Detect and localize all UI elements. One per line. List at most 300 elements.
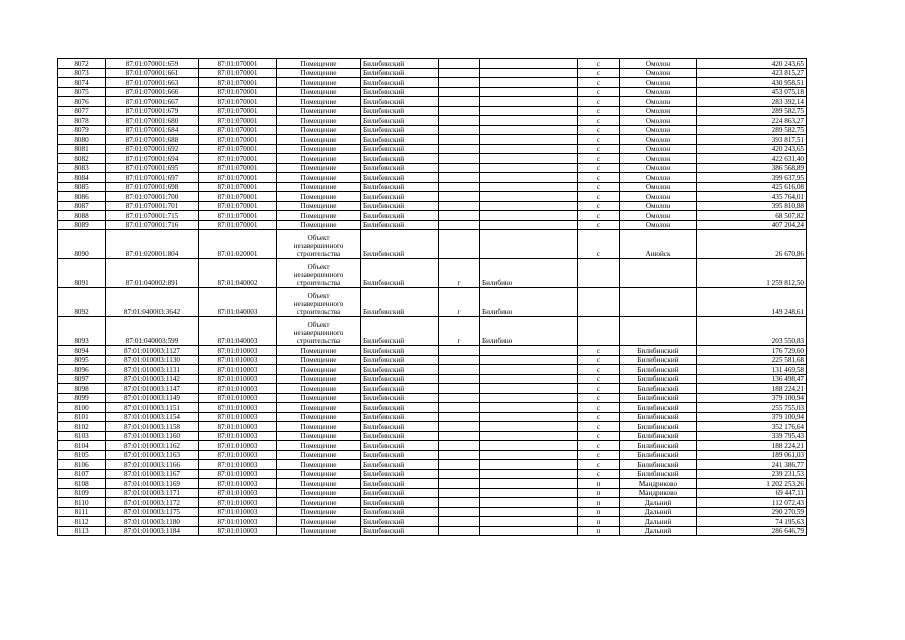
city-name <box>480 526 578 536</box>
cadastral-value: 203 550,83 <box>697 317 807 346</box>
cadastral-value: 399 637,95 <box>697 173 807 183</box>
object-type-line: Помещение <box>300 498 337 507</box>
city-name <box>480 230 578 259</box>
settlement-type: с <box>578 182 620 192</box>
city-type: г <box>439 288 480 317</box>
cadastral-quarter: 87:01:070001 <box>199 182 277 192</box>
row-number: 8109 <box>58 488 106 498</box>
object-type <box>277 97 361 107</box>
city-type <box>439 173 480 183</box>
district: Билибинский <box>361 365 439 375</box>
settlement-name: Билибинский <box>620 374 697 384</box>
table-row <box>58 393 807 403</box>
cadastral-quarter: 87:01:010003 <box>199 355 277 365</box>
settlement-type: с <box>578 192 620 202</box>
object-type-line: Помещение <box>300 211 337 220</box>
settlement-name: Дальний <box>620 526 697 536</box>
district: Билибинский <box>361 230 439 259</box>
district: Билибинский <box>361 259 439 288</box>
cadastral-number: 87:01:070001:688 <box>106 135 199 145</box>
city-name <box>480 220 578 230</box>
cadastral-value: 1 259 812,50 <box>697 259 807 288</box>
district: Билибинский <box>361 469 439 479</box>
settlement-name: Мандриково <box>620 479 697 489</box>
settlement-name: Билибинский <box>620 365 697 375</box>
table-body <box>58 59 807 536</box>
city-type <box>439 498 480 508</box>
row-number: 8082 <box>58 154 106 164</box>
cadastral-quarter: 87:01:010003 <box>199 479 277 489</box>
cadastral-value: 386 568,89 <box>697 163 807 173</box>
property-table <box>57 58 807 536</box>
settlement-name: Билибинский <box>620 412 697 422</box>
district: Билибинский <box>361 173 439 183</box>
table-row <box>58 441 807 451</box>
object-type-line: Помещение <box>300 183 337 191</box>
cadastral-number: 87:01:070001:666 <box>106 87 199 97</box>
city-type <box>439 154 480 164</box>
district: Билибинский <box>361 384 439 394</box>
district: Билибинский <box>361 374 439 384</box>
cadastral-quarter: 87:01:010003 <box>199 507 277 517</box>
table-row <box>58 87 807 97</box>
cadastral-quarter: 87:01:070001 <box>199 154 277 164</box>
cadastral-quarter: 87:01:070001 <box>199 173 277 183</box>
object-type <box>277 441 361 451</box>
cadastral-quarter: 87:01:070001 <box>199 135 277 145</box>
city-type <box>439 182 480 192</box>
cadastral-number: 87:01:070001:661 <box>106 68 199 78</box>
row-number: 8105 <box>58 450 106 460</box>
cadastral-quarter: 87:01:070001 <box>199 116 277 126</box>
table-row <box>58 317 807 346</box>
city-type <box>439 526 480 536</box>
district: Билибинский <box>361 526 439 536</box>
cadastral-number: 87:01:010003:1127 <box>106 346 199 356</box>
city-name: Билибино <box>480 259 578 288</box>
table-row <box>58 106 807 116</box>
city-type <box>439 135 480 145</box>
cadastral-number: 87:01:010003:1171 <box>106 488 199 498</box>
row-number: 8097 <box>58 374 106 384</box>
table-row <box>58 163 807 173</box>
object-type <box>277 259 361 288</box>
table-row <box>58 526 807 536</box>
cadastral-number: 87:01:070001:684 <box>106 125 199 135</box>
row-number: 8084 <box>58 173 106 183</box>
cadastral-quarter: 87:01:070001 <box>199 106 277 116</box>
cadastral-quarter: 87:01:070001 <box>199 220 277 230</box>
object-type-line: Помещение <box>300 78 337 87</box>
table-row <box>58 346 807 356</box>
row-number: 8107 <box>58 469 106 479</box>
city-name <box>480 116 578 126</box>
object-type-line: Помещение <box>300 527 337 535</box>
city-type <box>439 469 480 479</box>
row-number: 8113 <box>58 526 106 536</box>
settlement-name: Омолон <box>620 173 697 183</box>
row-number: 8090 <box>58 230 106 259</box>
cadastral-number: 87:01:020001:804 <box>106 230 199 259</box>
district: Билибинский <box>361 517 439 527</box>
city-name <box>480 374 578 384</box>
city-name <box>480 507 578 517</box>
settlement-name: Омолон <box>620 182 697 192</box>
district: Билибинский <box>361 192 439 202</box>
city-name <box>480 469 578 479</box>
row-number: 8111 <box>58 507 106 517</box>
settlement-type: п <box>578 517 620 527</box>
district: Билибинский <box>361 125 439 135</box>
city-type <box>439 201 480 211</box>
cadastral-quarter: 87:01:010003 <box>199 422 277 432</box>
cadastral-number: 87:01:040002:891 <box>106 259 199 288</box>
city-type <box>439 441 480 451</box>
settlement-name: Билибинский <box>620 441 697 451</box>
row-number: 8098 <box>58 384 106 394</box>
object-type-line: Помещение <box>300 432 337 440</box>
settlement-name: Омолон <box>620 192 697 202</box>
cadastral-number: 87:01:070001:695 <box>106 163 199 173</box>
table-row <box>58 288 807 317</box>
settlement-type: с <box>578 68 620 78</box>
settlement-type: с <box>578 173 620 183</box>
cadastral-number: 87:01:070001:700 <box>106 192 199 202</box>
object-type <box>277 507 361 517</box>
settlement-name: Билибинский <box>620 450 697 460</box>
cadastral-number: 87:01:010003:1180 <box>106 517 199 527</box>
city-name <box>480 517 578 527</box>
settlement-type: с <box>578 116 620 126</box>
city-type <box>439 422 480 432</box>
cadastral-quarter: 87:01:040003 <box>199 288 277 317</box>
cadastral-quarter: 87:01:010003 <box>199 431 277 441</box>
table-row <box>58 517 807 527</box>
object-type-line: Объект <box>307 321 330 329</box>
row-number: 8112 <box>58 517 106 527</box>
row-number: 8076 <box>58 97 106 107</box>
cadastral-value: 112 072,43 <box>697 498 807 508</box>
cadastral-quarter: 87:01:040002 <box>199 259 277 288</box>
settlement-type: п <box>578 526 620 536</box>
cadastral-value: 395 810,88 <box>697 201 807 211</box>
settlement-name: Омолон <box>620 201 697 211</box>
city-type <box>439 412 480 422</box>
cadastral-value: 283 392,14 <box>697 97 807 107</box>
district: Билибинский <box>361 154 439 164</box>
object-type-line: Помещение <box>300 479 337 488</box>
city-name <box>480 78 578 88</box>
object-type-line: Помещение <box>300 489 337 497</box>
row-number: 8083 <box>58 163 106 173</box>
city-type <box>439 479 480 489</box>
settlement-type: с <box>578 144 620 154</box>
settlement-name: Билибинский <box>620 469 697 479</box>
table-row <box>58 78 807 88</box>
row-number: 8095 <box>58 355 106 365</box>
object-type <box>277 469 361 479</box>
cadastral-value: 136 498,47 <box>697 374 807 384</box>
cadastral-value: 453 075,18 <box>697 87 807 97</box>
cadastral-quarter: 87:01:070001 <box>199 201 277 211</box>
settlement-type: с <box>578 365 620 375</box>
settlement-name: Омолон <box>620 106 697 116</box>
district: Билибинский <box>361 441 439 451</box>
cadastral-quarter: 87:01:010003 <box>199 498 277 508</box>
object-type <box>277 317 361 346</box>
cadastral-value: 255 755,03 <box>697 403 807 413</box>
cadastral-value: 352 176,64 <box>697 422 807 432</box>
settlement-name: Омолон <box>620 125 697 135</box>
cadastral-number: 87:01:010003:1158 <box>106 422 199 432</box>
object-type-line: Помещение <box>300 88 337 96</box>
object-type-line: Помещение <box>300 69 337 77</box>
settlement-type: с <box>578 450 620 460</box>
cadastral-value: 176 729,60 <box>697 346 807 356</box>
cadastral-quarter: 87:01:010003 <box>199 441 277 451</box>
object-type <box>277 403 361 413</box>
object-type-line: строительства <box>296 279 341 287</box>
cadastral-value: 425 616,08 <box>697 182 807 192</box>
table-row <box>58 201 807 211</box>
table-row <box>58 431 807 441</box>
city-name <box>480 441 578 451</box>
cadastral-number: 87:01:070001:716 <box>106 220 199 230</box>
table-row <box>58 68 807 78</box>
cadastral-value: 422 631,40 <box>697 154 807 164</box>
table-row <box>58 422 807 432</box>
table-row <box>58 365 807 375</box>
city-name <box>480 173 578 183</box>
object-type <box>277 479 361 489</box>
object-type <box>277 211 361 221</box>
table-row <box>58 374 807 384</box>
city-type <box>439 517 480 527</box>
settlement-type: с <box>578 125 620 135</box>
object-type-line: строительства <box>296 250 341 258</box>
table-row <box>58 211 807 221</box>
city-type <box>439 68 480 78</box>
object-type-line: строительства <box>296 337 341 345</box>
table-row <box>58 469 807 479</box>
object-type <box>277 365 361 375</box>
table-row <box>58 59 807 69</box>
settlement-name: Анюйск <box>620 230 697 259</box>
object-type <box>277 346 361 356</box>
city-name <box>480 59 578 69</box>
city-name <box>480 431 578 441</box>
city-name <box>480 479 578 489</box>
table-row <box>58 479 807 489</box>
city-name <box>480 403 578 413</box>
cadastral-value: 188 224,21 <box>697 384 807 394</box>
object-type-line: Помещение <box>300 202 337 210</box>
cadastral-value: 1 202 253,26 <box>697 479 807 489</box>
city-type <box>439 116 480 126</box>
settlement-name: Омолон <box>620 135 697 145</box>
object-type-line: Помещение <box>300 59 337 68</box>
settlement-type: п <box>578 507 620 517</box>
city-type <box>439 431 480 441</box>
settlement-name <box>620 288 697 317</box>
row-number: 8081 <box>58 144 106 154</box>
object-type-line: Объект <box>307 292 330 300</box>
table-row <box>58 173 807 183</box>
settlement-name: Билибинский <box>620 384 697 394</box>
cadastral-value: 423 815,27 <box>697 68 807 78</box>
table-row <box>58 259 807 288</box>
table-row <box>58 125 807 135</box>
district: Билибинский <box>361 498 439 508</box>
row-number: 8086 <box>58 192 106 202</box>
cadastral-value: 407 204,24 <box>697 220 807 230</box>
object-type <box>277 374 361 384</box>
settlement-name: Омолон <box>620 97 697 107</box>
settlement-type: с <box>578 431 620 441</box>
cadastral-number: 87:01:010003:1154 <box>106 412 199 422</box>
cadastral-number: 87:01:070001:701 <box>106 201 199 211</box>
city-type <box>439 220 480 230</box>
city-name <box>480 87 578 97</box>
row-number: 8108 <box>58 479 106 489</box>
settlement-name: Омолон <box>620 211 697 221</box>
city-type: г <box>439 259 480 288</box>
cadastral-number: 87:01:010003:1162 <box>106 441 199 451</box>
cadastral-quarter: 87:01:070001 <box>199 87 277 97</box>
city-type: г <box>439 317 480 346</box>
settlement-type: с <box>578 163 620 173</box>
city-type <box>439 106 480 116</box>
row-number: 8089 <box>58 220 106 230</box>
city-type <box>439 230 480 259</box>
city-name <box>480 97 578 107</box>
object-type <box>277 460 361 470</box>
district: Билибинский <box>361 412 439 422</box>
row-number: 8094 <box>58 346 106 356</box>
city-type <box>439 163 480 173</box>
settlement-type: с <box>578 393 620 403</box>
cadastral-number: 87:01:070001:715 <box>106 211 199 221</box>
cadastral-number: 87:01:040003:599 <box>106 317 199 346</box>
settlement-type: с <box>578 135 620 145</box>
table-row <box>58 384 807 394</box>
object-type <box>277 431 361 441</box>
cadastral-quarter: 87:01:070001 <box>199 59 277 69</box>
district: Билибинский <box>361 346 439 356</box>
settlement-type: с <box>578 97 620 107</box>
cadastral-quarter: 87:01:070001 <box>199 78 277 88</box>
cadastral-value: 225 581,68 <box>697 355 807 365</box>
table-row <box>58 220 807 230</box>
cadastral-number: 87:01:010003:1131 <box>106 365 199 375</box>
settlement-type: с <box>578 201 620 211</box>
object-type <box>277 201 361 211</box>
cadastral-number: 87:01:070001:680 <box>106 116 199 126</box>
row-number: 8091 <box>58 259 106 288</box>
district: Билибинский <box>361 144 439 154</box>
settlement-name: Омолон <box>620 163 697 173</box>
table-row <box>58 488 807 498</box>
city-name <box>480 192 578 202</box>
city-type <box>439 403 480 413</box>
table-row <box>58 154 807 164</box>
object-type-line: Объект <box>307 263 330 271</box>
row-number: 8104 <box>58 441 106 451</box>
cadastral-value: 339 795,43 <box>697 431 807 441</box>
object-type <box>277 135 361 145</box>
cadastral-value: 26 670,86 <box>697 230 807 259</box>
object-type <box>277 393 361 403</box>
city-name <box>480 125 578 135</box>
row-number: 8085 <box>58 182 106 192</box>
cadastral-quarter: 87:01:010003 <box>199 403 277 413</box>
settlement-type: с <box>578 154 620 164</box>
table-row <box>58 450 807 460</box>
cadastral-quarter: 87:01:040003 <box>199 317 277 346</box>
cadastral-value: 430 958,51 <box>697 78 807 88</box>
district: Билибинский <box>361 355 439 365</box>
city-name <box>480 365 578 375</box>
object-type-line: Помещение <box>300 126 337 134</box>
city-name <box>480 68 578 78</box>
cadastral-value: 131 469,58 <box>697 365 807 375</box>
object-type-line: Помещение <box>300 441 337 450</box>
object-type <box>277 144 361 154</box>
object-type <box>277 488 361 498</box>
district: Билибинский <box>361 163 439 173</box>
district: Билибинский <box>361 488 439 498</box>
cadastral-number: 87:01:010003:1167 <box>106 469 199 479</box>
object-type-line: Помещение <box>300 508 337 516</box>
cadastral-value: 188 224,21 <box>697 441 807 451</box>
settlement-type: с <box>578 106 620 116</box>
city-name <box>480 144 578 154</box>
settlement-name: Омолон <box>620 144 697 154</box>
object-type <box>277 288 361 317</box>
table-row <box>58 135 807 145</box>
cadastral-value: 224 863,27 <box>697 116 807 126</box>
city-name <box>480 346 578 356</box>
table-row <box>58 182 807 192</box>
city-name <box>480 182 578 192</box>
cadastral-value: 289 582,75 <box>697 125 807 135</box>
district: Билибинский <box>361 317 439 346</box>
object-type-line: строительства <box>296 308 341 316</box>
settlement-name: Омолон <box>620 154 697 164</box>
object-type <box>277 116 361 126</box>
city-type <box>439 488 480 498</box>
object-type-line: незавершенного <box>293 300 344 308</box>
cadastral-number: 87:01:070001:694 <box>106 154 199 164</box>
object-type <box>277 355 361 365</box>
city-name <box>480 355 578 365</box>
table-row <box>58 460 807 470</box>
district: Билибинский <box>361 288 439 317</box>
object-type-line: Помещение <box>300 470 337 478</box>
settlement-type <box>578 288 620 317</box>
object-type-line: Помещение <box>300 451 337 459</box>
district: Билибинский <box>361 182 439 192</box>
cadastral-value: 420 243,65 <box>697 59 807 69</box>
city-name <box>480 154 578 164</box>
settlement-type: с <box>578 355 620 365</box>
district: Билибинский <box>361 68 439 78</box>
table-row <box>58 97 807 107</box>
row-number: 8079 <box>58 125 106 135</box>
settlement-name: Омолон <box>620 68 697 78</box>
table-row <box>58 192 807 202</box>
settlement-name: Дальний <box>620 507 697 517</box>
